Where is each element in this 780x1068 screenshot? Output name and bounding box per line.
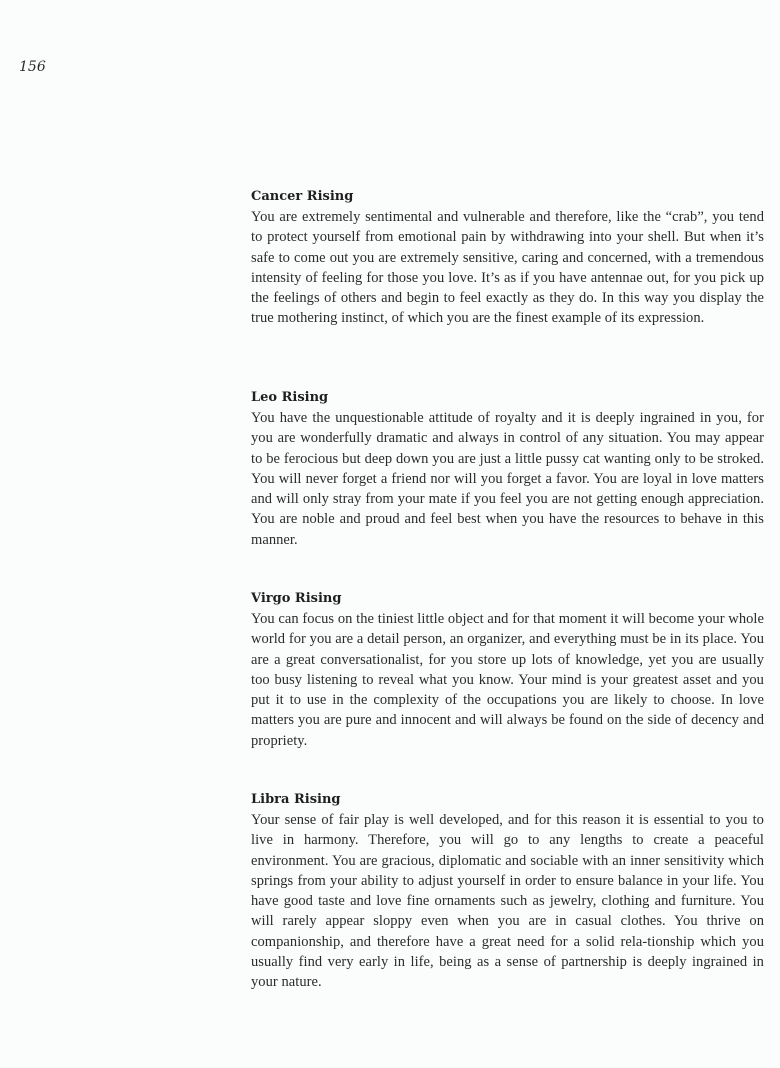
section-body: You are extremely sentimental and vulnerable and therefore, like the “crab”, you tend to protect yourself from emotional pain by withdrawing into your shell. But when it’s safe to come out you are extremely sensitive, caring and concerned, with a tremendous intensity of feeling for those you love. It’s as if you have antennae out, for you pick up the feelings of others and begin to feel exactly as they do. In this way you display the true mothering instinct, of which you are the finest example of its expression. [251, 209, 764, 327]
section-title: Leo Rising [251, 390, 329, 405]
section-cancer-rising [251, 187, 764, 329]
section-title: Cancer Rising [251, 189, 354, 204]
section-leo-rising [251, 388, 764, 550]
section-libra-rising [251, 790, 764, 993]
section-virgo-rising [251, 589, 764, 751]
page-number: 156 [19, 59, 46, 75]
section-title: Virgo Rising [251, 591, 342, 606]
section-title: Libra Rising [251, 792, 341, 807]
section-body: You have the unquestionable attitude of royalty and it is deeply ingrained in you, for you are wonderfully dramatic and always in control of any situation. You may appear to be ferocious but deep down you are just a little pussy cat wanting only to be stroked. You will never forget a friend nor will you forget a favor. You are loyal in love matters and will only stray from your mate if you feel you are not getting enough appreciation. You are noble and proud and feel best when you have the resources to behave in this manner. [251, 410, 764, 548]
section-body: You can focus on the tiniest little object and for that moment it will become your whole world for you are a detail person, an organizer, and everything must be in its place. You are a great conversationalist, for you store up lots of knowledge, yet you are usually too busy listening to reveal what you know. Your mind is your greatest asset and you put it to use in the complexity of the occupations you are likely to choose. In love matters you are pure and innocent and will always be found on the side of decency and propriety. [251, 611, 764, 749]
section-body: Your sense of fair play is well developed, and for this reason it is essential to you to live in harmony. Therefore, you will go to any lengths to create a peaceful environment. You are gracious, diplomatic and sociable with an inner sensitivity which springs from your ability to adjust yourself in order to ensure balance in your life. You have good taste and love fine ornaments such as jewelry, clothing and furniture. You will rarely appear sloppy even when you are in casual clothes. You thrive on companionship, and therefore have a great need for a solid rela-tionship which you usually find very early in life, being as a sense of partnership is deeply ingrained in your nature. [251, 812, 764, 991]
